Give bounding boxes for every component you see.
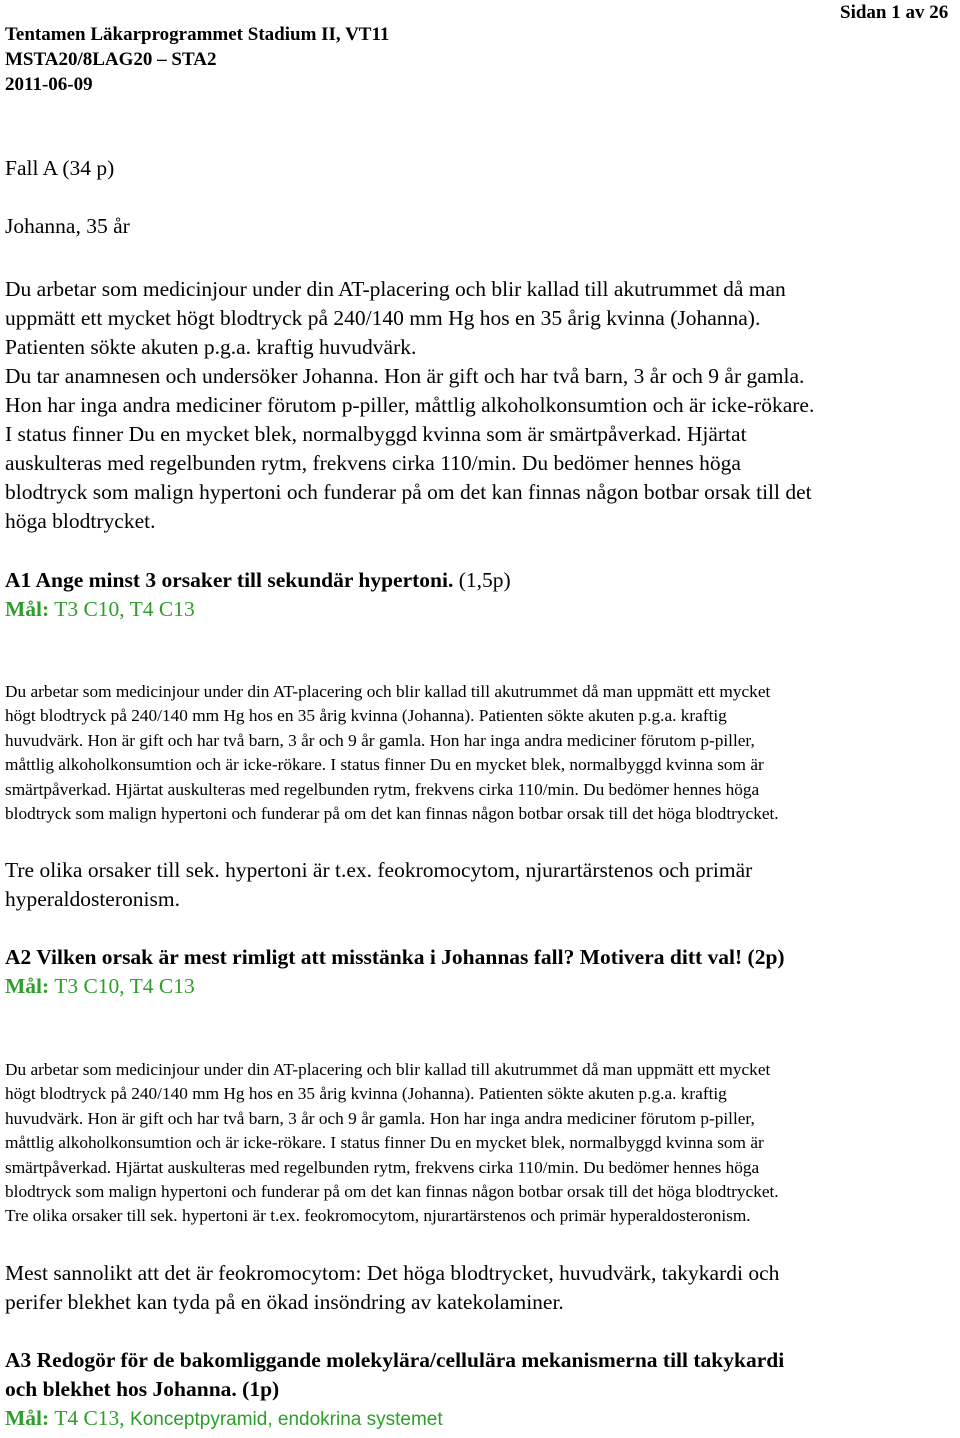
case-intro	[5, 275, 814, 536]
goal-value: T3 C10, T4 C13	[54, 974, 195, 998]
goal-value: T4 C13,	[54, 1406, 125, 1430]
context-line: måttlig alkoholkonsumtion och är icke-rökare. I status finner Du en mycket blek, normalbyggd kvinna som är	[5, 1133, 764, 1153]
intro-line: uppmätt ett mycket högt blodtryck på 240/140 mm Hg hos en 35 årig kvinna (Johanna).	[5, 306, 761, 330]
context-line: högt blodtryck på 240/140 mm Hg hos en 35 årig kvinna (Johanna). Patienten sökte akuten p.g.a. kraftig	[5, 1084, 727, 1104]
answer-line: Tre olika orsaker till sek. hypertoni är t.ex. feokromocytom, njurartärstenos och primär	[5, 858, 753, 882]
header-date: 2011-06-09	[5, 74, 93, 95]
answer-a2	[5, 1259, 779, 1317]
header-code: MSTA20/8LAG20 – STA2	[5, 49, 217, 70]
context-a2	[5, 1058, 779, 1229]
intro-line: I status finner Du en mycket blek, normalbyggd kvinna som är smärtpåverkad. Hjärtat	[5, 422, 747, 446]
context-line: Tre olika orsaker till sek. hypertoni är t.ex. feokromocytom, njurartärstenos och primär hyperaldosteronism.	[5, 1206, 751, 1226]
context-line: smärtpåverkad. Hjärtat auskulteras med regelbunden rytm, frekvens cirka 110/min. Du bedömer hennes höga	[5, 779, 760, 799]
answer-a1	[5, 856, 752, 914]
question-a1-text: A1 Ange minst 3 orsaker till sekundär hypertoni.	[5, 568, 454, 592]
page-number: Sidan 1 av 26	[840, 2, 949, 23]
intro-line: Du arbetar som medicinjour under din AT-placering och blir kallad till akutrummet då man	[5, 277, 786, 301]
question-a1-points: (1,5p)	[458, 568, 511, 592]
intro-line: Hon har inga andra mediciner förutom p-piller, måttlig alkoholkonsumtion och är icke-rökare.	[5, 393, 815, 417]
context-a1	[5, 680, 779, 826]
question-a2-points: (2p)	[747, 945, 785, 969]
goal-label: Mål:	[5, 974, 50, 998]
intro-line: blodtryck som malign hypertoni och funderar på om det kan finnas någon botbar orsak till det	[5, 480, 812, 504]
question-a2-text: A2 Vilken orsak är mest rimligt att misstänka i Johannas fall? Motivera ditt val!	[5, 945, 743, 969]
context-line: blodtryck som malign hypertoni och funderar på om det kan finnas någon botbar orsak till det höga blodtrycket.	[5, 1182, 779, 1202]
context-line: högt blodtryck på 240/140 mm Hg hos en 35 årig kvinna (Johanna). Patienten sökte akuten p.g.a. kraftig	[5, 706, 727, 726]
intro-line: Patienten sökte akuten p.g.a. kraftig huvudvärk.	[5, 335, 417, 359]
goal-value: T3 C10, T4 C13	[54, 597, 195, 621]
context-line: blodtryck som malign hypertoni och funderar på om det kan finnas någon botbar orsak till det höga blodtrycket.	[5, 804, 779, 824]
context-line: måttlig alkoholkonsumtion och är icke-rökare. I status finner Du en mycket blek, normalbyggd kvinna som är	[5, 755, 764, 775]
goal-a3	[5, 1404, 443, 1434]
question-a3	[5, 1346, 784, 1404]
question-a1	[5, 566, 511, 595]
goal-label: Mål:	[5, 597, 50, 621]
case-title: Fall A (34 p)	[5, 156, 115, 180]
patient-name: Johanna, 35 år	[5, 214, 130, 238]
question-a3-points: (1p)	[242, 1377, 280, 1401]
question-a3-line: och blekhet hos Johanna.	[5, 1377, 237, 1401]
context-line: huvudvärk. Hon är gift och har två barn, 3 år och 9 år gamla. Hon har inga andra mediciner förutom p-piller,	[5, 1108, 755, 1128]
intro-line: auskulteras med regelbunden rytm, frekvens cirka 110/min. Du bedömer hennes höga	[5, 451, 741, 475]
intro-line: Du tar anamnesen och undersöker Johanna. Hon är gift och har två barn, 3 år och 9 år gamla.	[5, 364, 805, 388]
context-line: smärtpåverkad. Hjärtat auskulteras med regelbunden rytm, frekvens cirka 110/min. Du bedömer hennes höga	[5, 1157, 760, 1177]
context-line: Du arbetar som medicinjour under din AT-placering och blir kallad till akutrummet då man uppmätt ett mycket	[5, 682, 771, 701]
intro-line: höga blodtrycket.	[5, 509, 156, 533]
goal-label: Mål:	[5, 1406, 50, 1430]
answer-line: hyperaldosteronism.	[5, 887, 180, 911]
answer-line: perifer blekhet kan tyda på en ökad insöndring av katekolaminer.	[5, 1290, 564, 1314]
goal-a1	[5, 595, 195, 624]
header-course: Tentamen Läkarprogrammet Stadium II, VT11	[5, 24, 390, 45]
question-a3-line: A3 Redogör för de bakomliggande molekylära/cellulära mekanismerna till takykardi	[5, 1348, 785, 1372]
question-a2	[5, 943, 785, 972]
context-line: huvudvärk. Hon är gift och har två barn, 3 år och 9 år gamla. Hon har inga andra mediciner förutom p-piller,	[5, 730, 755, 750]
goal-a2	[5, 972, 195, 1001]
goal-extra: Konceptpyramid, endokrina systemet	[130, 1409, 443, 1430]
context-line: Du arbetar som medicinjour under din AT-placering och blir kallad till akutrummet då man uppmätt ett mycket	[5, 1060, 771, 1079]
answer-line: Mest sannolikt att det är feokromocytom: Det höga blodtrycket, huvudvärk, takykardi och	[5, 1261, 780, 1285]
